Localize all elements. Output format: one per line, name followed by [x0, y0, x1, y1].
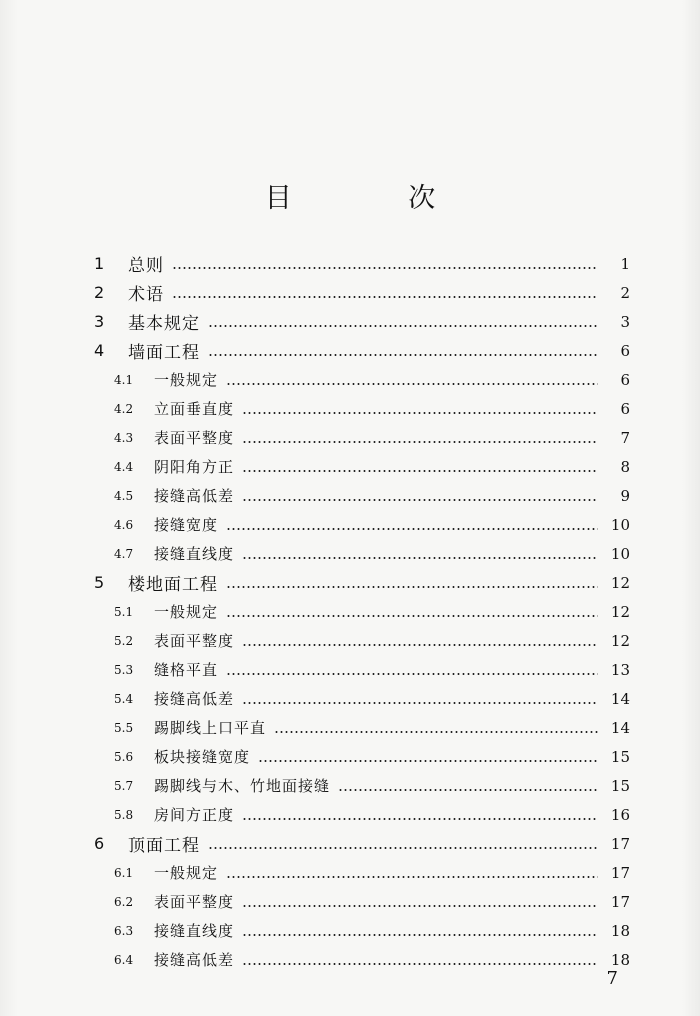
toc-entry-number: 5.1 — [114, 604, 134, 619]
dot-leader — [226, 876, 598, 878]
toc-entry-title: 接缝直线度 — [154, 922, 235, 940]
toc-entry-page: 12 — [610, 573, 630, 592]
toc-entry-number: 5.7 — [114, 778, 134, 793]
toc-entry-number: 5 — [94, 573, 105, 592]
toc-entry-number: 4.2 — [114, 401, 134, 416]
toc-entry-number: 5.8 — [114, 807, 134, 822]
toc-entry-title: 接缝直线度 — [154, 545, 235, 563]
toc-entry[interactable] — [90, 829, 630, 858]
toc-entry-number: 5.5 — [114, 720, 134, 735]
toc-entry-title: 房间方正度 — [154, 806, 235, 824]
toc-entry-page: 9 — [620, 486, 630, 505]
dot-leader — [226, 586, 598, 588]
dot-leader — [172, 296, 598, 298]
toc-entry-title: 楼地面工程 — [128, 575, 218, 595]
dot-leader — [274, 731, 598, 733]
table-of-contents — [90, 249, 630, 974]
toc-entry-title: 顶面工程 — [128, 836, 200, 856]
toc-subentry[interactable] — [90, 858, 630, 887]
toc-subentry[interactable] — [90, 771, 630, 800]
toc-entry-number: 5.4 — [114, 691, 134, 706]
toc-entry-page: 17 — [610, 892, 630, 911]
toc-entry[interactable] — [90, 336, 630, 365]
toc-entry-page: 13 — [610, 660, 630, 679]
toc-entry-page: 14 — [610, 689, 630, 708]
toc-entry-title: 表面平整度 — [154, 429, 235, 447]
dot-leader — [242, 412, 598, 414]
toc-entry-title: 表面平整度 — [154, 632, 235, 650]
toc-subentry[interactable] — [90, 916, 630, 945]
toc-subentry[interactable] — [90, 655, 630, 684]
toc-subentry[interactable] — [90, 742, 630, 771]
dot-leader — [242, 934, 598, 936]
dot-leader — [208, 354, 598, 356]
toc-entry-page: 17 — [610, 834, 630, 853]
toc-entry-page: 14 — [610, 718, 630, 737]
toc-entry-title: 立面垂直度 — [154, 400, 235, 418]
dot-leader — [242, 470, 598, 472]
toc-subentry[interactable] — [90, 423, 630, 452]
toc-entry-title: 踢脚线上口平直 — [154, 719, 267, 737]
dot-leader — [242, 499, 598, 501]
toc-subentry[interactable] — [90, 481, 630, 510]
toc-entry-title: 板块接缝宽度 — [154, 748, 251, 766]
toc-entry-page: 8 — [620, 457, 630, 476]
toc-entry-title: 接缝高低差 — [154, 951, 235, 969]
toc-subentry[interactable] — [90, 452, 630, 481]
toc-entry[interactable] — [90, 307, 630, 336]
toc-entry-title: 一般规定 — [154, 864, 219, 882]
toc-entry-title: 术语 — [128, 285, 164, 305]
toc-entry-title: 阴阳角方正 — [154, 458, 235, 476]
toc-subentry[interactable] — [90, 365, 630, 394]
toc-entry-title: 踢脚线与木、竹地面接缝 — [154, 777, 331, 795]
dot-leader — [242, 644, 598, 646]
toc-entry-page: 18 — [610, 921, 630, 940]
toc-entry-title: 基本规定 — [128, 314, 200, 334]
toc-entry[interactable] — [90, 568, 630, 597]
dot-leader — [172, 267, 598, 269]
toc-subentry[interactable] — [90, 800, 630, 829]
toc-entry-page: 15 — [610, 776, 630, 795]
toc-entry-number: 6.4 — [114, 952, 134, 967]
toc-entry-page: 1 — [620, 254, 630, 273]
toc-entry-number: 4.6 — [114, 517, 134, 532]
toc-entry-title: 接缝高低差 — [154, 487, 235, 505]
dot-leader — [208, 325, 598, 327]
dot-leader — [242, 702, 598, 704]
toc-entry-number: 1 — [94, 254, 105, 273]
toc-entry-number: 4.3 — [114, 430, 134, 445]
toc-subentry[interactable] — [90, 539, 630, 568]
toc-entry-title: 接缝宽度 — [154, 516, 219, 534]
toc-entry-number: 6.3 — [114, 923, 134, 938]
toc-entry-number: 4.4 — [114, 459, 134, 474]
toc-entry-page: 18 — [610, 950, 630, 969]
toc-entry-number: 6.2 — [114, 894, 134, 909]
toc-subentry[interactable] — [90, 684, 630, 713]
toc-entry-title: 一般规定 — [154, 603, 219, 621]
toc-entry-title: 表面平整度 — [154, 893, 235, 911]
toc-entry-number: 3 — [94, 312, 105, 331]
toc-subentry[interactable] — [90, 510, 630, 539]
dot-leader — [242, 557, 598, 559]
toc-entry-page: 10 — [610, 544, 630, 563]
toc-entry-title: 接缝高低差 — [154, 690, 235, 708]
dot-leader — [242, 818, 598, 820]
toc-entry-page: 16 — [610, 805, 630, 824]
toc-entry-title: 缝格平直 — [154, 661, 219, 679]
toc-subentry[interactable] — [90, 887, 630, 916]
toc-entry-page: 17 — [610, 863, 630, 882]
toc-entry-number: 5.6 — [114, 749, 134, 764]
toc-subentry[interactable] — [90, 713, 630, 742]
toc-entry-title: 总则 — [128, 256, 164, 276]
toc-entry-number: 5.2 — [114, 633, 134, 648]
toc-entry-number: 6.1 — [114, 865, 134, 880]
toc-entry-number: 4.5 — [114, 488, 134, 503]
toc-entry-title: 一般规定 — [154, 371, 219, 389]
dot-leader — [338, 789, 598, 791]
toc-entry-number: 2 — [94, 283, 105, 302]
toc-entry-number: 4.7 — [114, 546, 134, 561]
dot-leader — [226, 615, 598, 617]
toc-entry[interactable] — [90, 278, 630, 307]
toc-entry-page: 2 — [620, 283, 630, 302]
toc-entry-page: 10 — [610, 515, 630, 534]
toc-entry-page: 15 — [610, 747, 630, 766]
toc-entry-number: 6 — [94, 834, 105, 853]
dot-leader — [226, 528, 598, 530]
toc-entry-page: 6 — [620, 399, 630, 418]
dot-leader — [242, 905, 598, 907]
toc-subentry[interactable] — [90, 394, 630, 423]
dot-leader — [242, 441, 598, 443]
toc-entry-page: 12 — [610, 602, 630, 621]
toc-entry-page: 6 — [620, 341, 630, 360]
dot-leader — [226, 673, 598, 675]
dot-leader — [208, 847, 598, 849]
page-number: 7 — [606, 968, 618, 989]
toc-subentry[interactable] — [90, 945, 630, 974]
toc-subentry[interactable] — [90, 626, 630, 655]
toc-entry-title: 墙面工程 — [128, 343, 200, 363]
toc-entry[interactable] — [90, 249, 630, 278]
toc-entry-page: 12 — [610, 631, 630, 650]
page-title: 目 次 — [264, 183, 490, 214]
toc-entry-page: 6 — [620, 370, 630, 389]
toc-entry-page: 3 — [620, 312, 630, 331]
dot-leader — [226, 383, 598, 385]
toc-entry-page: 7 — [620, 428, 630, 447]
dot-leader — [242, 963, 598, 965]
toc-entry-number: 4 — [94, 341, 105, 360]
toc-entry-number: 4.1 — [114, 372, 134, 387]
toc-entry-number: 5.3 — [114, 662, 134, 677]
toc-subentry[interactable] — [90, 597, 630, 626]
dot-leader — [258, 760, 598, 762]
